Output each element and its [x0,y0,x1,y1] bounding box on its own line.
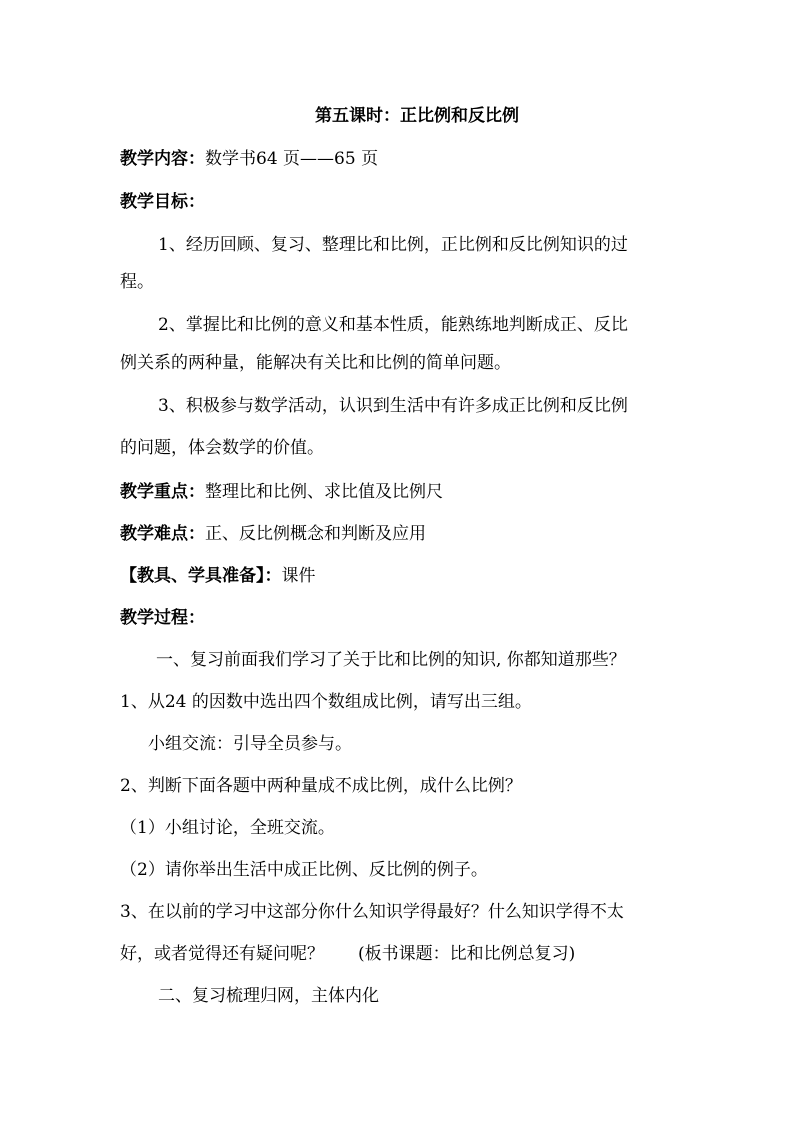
key-points-row [120,480,443,504]
document-title: 第五课时：正比例和反比例 [315,106,519,126]
difficulty-label: 教学难点： [120,524,205,544]
content-label: 教学内容： [120,149,205,169]
process-item-1: 1、从24 的因数中选出四个数组成比例，请写出三组。 [120,692,532,712]
tools-label: 【教具、学具准备】： [120,566,282,586]
tools-row [120,564,316,588]
goal-1-line-1: 1、经历回顾、复习、整理比和比例，正比例和反比例知识的过 [158,235,628,255]
key-points-label: 教学重点： [120,482,205,502]
goal-1-line-2: 程。 [120,272,154,292]
goal-3-line-1: 3、积极参与数学活动，认识到生活中有许多成正比例和反比例 [158,396,628,416]
process-item-2-a: （1）小组讨论，全班交流。 [120,818,335,838]
process-item-2-b: （2）请你举出生活中成正比例、反比例的例子。 [120,860,488,880]
goal-2-line-2: 例关系的两种量，能解决有关比和比例的简单问题。 [120,353,511,373]
content-value: 数学书64 页——65 页 [205,149,379,169]
section-2-heading: 二、复习梳理归网，主体内化 [158,986,379,1006]
goals-label: 教学目标： [120,192,205,212]
process-item-3-line-2: 好，或者觉得还有疑问呢？ (板书课题：比和比例总复习) [120,944,576,964]
process-item-1-note: 小组交流：引导全员参与。 [148,734,352,754]
process-item-2: 2、判断下面各题中两种量成不成比例，成什么比例？ [120,776,522,796]
key-points-value: 整理比和比例、求比值及比例尺 [205,482,443,502]
content-row [120,147,378,171]
review-intro: 一、复习前面我们学习了关于比和比例的知识, 你都知道那些？ [156,650,626,670]
difficulty-row [120,522,426,546]
difficulty-value: 正、反比例概念和判断及应用 [205,524,426,544]
tools-value: 课件 [281,566,316,586]
goal-2-line-1: 2、掌握比和比例的意义和基本性质，能熟练地判断成正、反比 [158,315,628,335]
process-label: 教学过程： [120,608,205,628]
goal-3-line-2: 的问题，体会数学的价值。 [120,438,324,458]
process-item-3-line-1: 3、在以前的学习中这部分你什么知识学得最好？什么知识学得不太 [120,902,624,922]
